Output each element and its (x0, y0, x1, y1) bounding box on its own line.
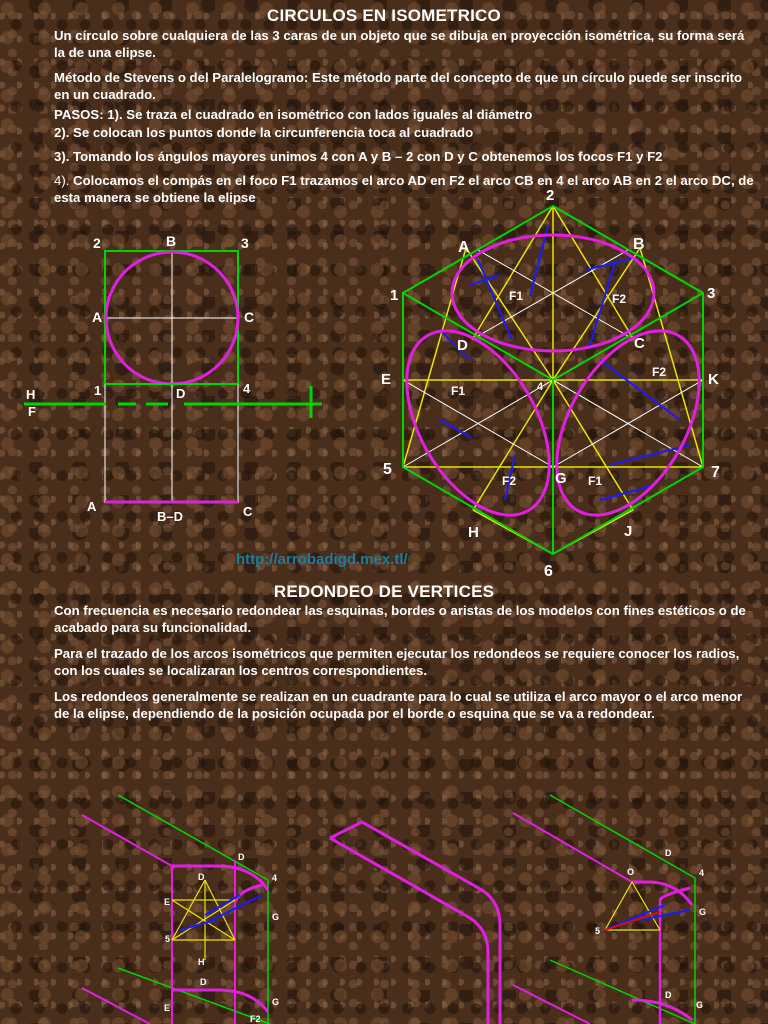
right-label-D-lower: D (665, 990, 672, 1000)
label-A-plan: A (87, 499, 97, 514)
iso-label-C: C (634, 335, 645, 352)
label-1: 1 (94, 383, 102, 398)
right-label-5: 5 (595, 926, 601, 936)
label-F: F (28, 404, 36, 419)
iso-label-F2-top: F2 (612, 292, 627, 306)
iso-label-D: D (457, 337, 468, 354)
iso-label-2: 2 (546, 187, 555, 204)
label-D: D (176, 386, 186, 401)
iso-label-A: A (458, 239, 470, 256)
left-label-G-lower: G (272, 997, 280, 1007)
section2-title: REDONDEO DE VERTICES (273, 582, 495, 601)
label-C: C (244, 309, 255, 325)
left-label-D: D (198, 872, 205, 882)
iso-label-J: J (624, 523, 633, 540)
right-label-G-lower: G (696, 1000, 704, 1010)
iso-label-B: B (633, 236, 645, 253)
rounding-paragraph-3: Los redondeos generalmente se realizan en un cuadrante para lo cual se utiliza el arco mayor o el arco menor de la elipse, dependiendo de la posición ocupada por el borde o esquina que se va a redondear. (54, 689, 743, 721)
rounding-paragraph-1: Con frecuencia es necesario redondear las esquinas, bordes o aristas de los modelos con fines estéticos o de acabado para su funcionalidad. (54, 603, 746, 635)
iso-label-3: 3 (707, 285, 716, 302)
iso-label-F2-bottom: F2 (502, 474, 517, 488)
intro-paragraph: Un círculo sobre cualquiera de las 3 caras de un objeto que se dibuja en proyección isométrica, su forma será la de una elipse. (54, 28, 745, 60)
step-1: PASOS: 1). Se traza el cuadrado en isométrico con lados iguales al diámetro (54, 107, 533, 122)
step-2: 2). Se colocan los puntos donde la circunferencia toca al cuadrado (54, 125, 474, 140)
step-4-text: Colocamos el compás en el foco F1 trazamos el arco AD en F2 el arco CB en 4 el arco AB en 2 el arco DC, de esta manera se obtiene la elipse (54, 173, 754, 205)
label-C-plan: C (243, 504, 253, 519)
label-H: H (26, 387, 36, 402)
iso-label-6: 6 (544, 563, 553, 580)
left-label-D-lower: D (200, 977, 207, 987)
iso-label-H: H (468, 524, 479, 541)
step-4-lead: 4). (54, 173, 70, 188)
left-label-5: 5 (165, 934, 171, 944)
iso-label-F1-bottom: F1 (588, 474, 603, 488)
label-2: 2 (93, 235, 101, 251)
iso-label-1: 1 (390, 287, 399, 304)
rounding-paragraph-2: Para el trazado de los arcos isométricos que permiten ejecutar los redondeos se requiere conocer los radios, con los cuales se localizaran los centros correspondientes. (54, 646, 740, 678)
label-3: 3 (241, 235, 249, 251)
method-paragraph: Método de Stevens o del Paralelogramo: Este método parte del concepto de que un círculo puede ser inscrito en un cuadrado. (54, 70, 743, 102)
iso-label-F1-top: F1 (509, 289, 524, 303)
right-label-4: 4 (699, 868, 705, 878)
iso-label-F2-right: F2 (652, 365, 667, 379)
right-label-G: G (699, 907, 707, 917)
left-label-H: H (198, 957, 205, 967)
left-label-E: E (164, 897, 171, 907)
iso-label-G: G (555, 470, 567, 487)
label-B: B (166, 233, 177, 249)
right-label-D: D (665, 848, 672, 858)
left-label-G: G (272, 912, 280, 922)
iso-label-K: K (708, 371, 719, 388)
right-label-O: O (627, 867, 635, 877)
iso-label-7: 7 (711, 464, 720, 481)
step-3: 3). Tomando los ángulos mayores unimos 4 con A y B – 2 con D y C obtenemos los focos F1 y F2 (54, 149, 663, 164)
section1-title: CIRCULOS EN ISOMETRICO (267, 6, 501, 25)
label-A: A (92, 309, 103, 325)
iso-label-F1-left: F1 (451, 384, 466, 398)
iso-label-center-4: 4 (537, 381, 544, 393)
iso-label-E: E (381, 371, 392, 388)
website-link[interactable]: http://arrobadigd.mex.tl/ (236, 551, 408, 568)
left-label-F2: F2 (250, 1014, 261, 1024)
iso-label-5: 5 (383, 461, 392, 478)
left-label-E-lower: E (164, 1003, 171, 1013)
left-label-D-top: D (238, 852, 245, 862)
right-triangle-construction (605, 882, 660, 930)
label-B-D: B–D (157, 509, 184, 524)
left-label-4: 4 (272, 873, 278, 883)
label-4: 4 (243, 381, 251, 396)
